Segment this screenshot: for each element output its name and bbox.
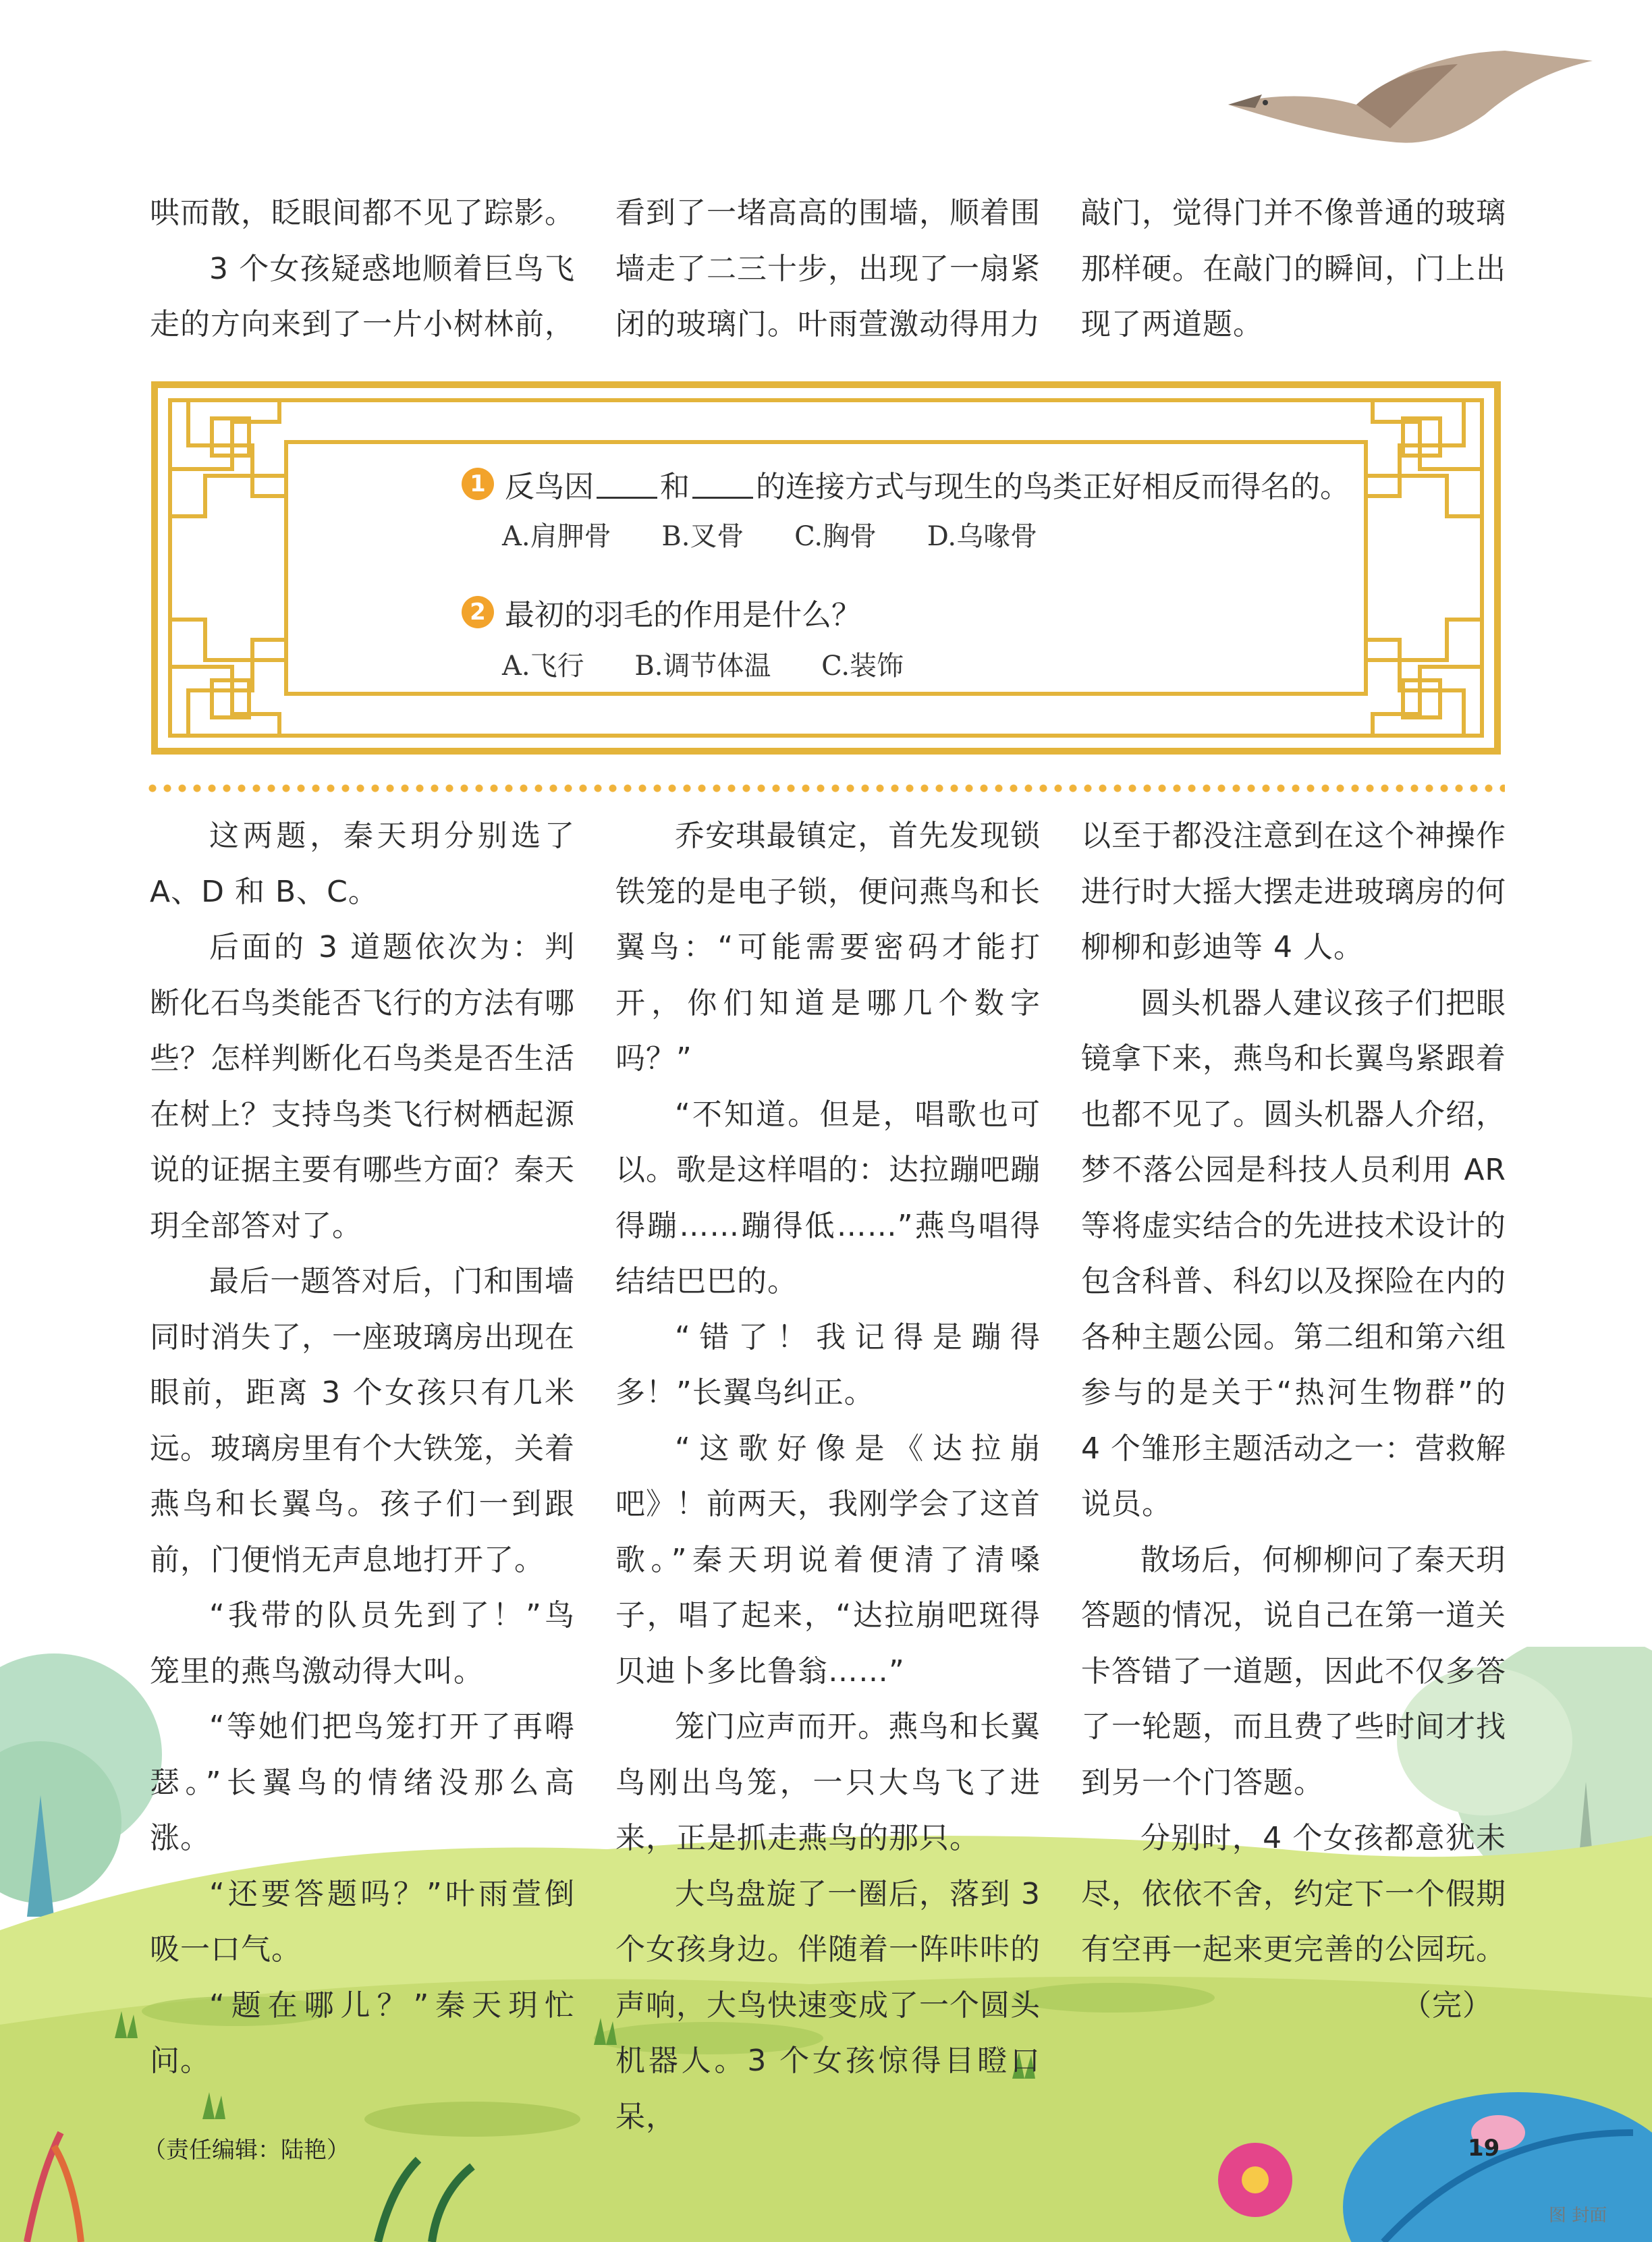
end-mark: （完） xyxy=(1402,1988,1493,2023)
paragraph: 以至于都没注意到在这个神操作进行时大摇大摆走进玻璃房的何柳柳和彭迪等 4 人。 xyxy=(1081,819,1506,964)
option: A.飞行 xyxy=(502,651,584,682)
dotted-divider xyxy=(145,784,1505,792)
paragraph: “错了！我记得是蹦得多！”长翼鸟纠正。 xyxy=(615,1319,1041,1410)
editor-credit: （责任编辑：陆艳） xyxy=(143,2137,350,2164)
paragraph: 后面的 3 道题依次为：判断化石鸟类能否飞行的方法有哪些？怎样判断化石鸟类是否生活在树上？支持鸟类飞行树栖起源说的证据主要有哪些方面？秦天玥全部答对了。 xyxy=(150,930,575,1243)
flying-bird-illustration xyxy=(1215,40,1620,175)
intro-column-1 xyxy=(150,186,575,353)
question-1-text-start: 反鸟因 xyxy=(505,470,594,504)
story-column-3 xyxy=(1081,809,1506,2033)
question-2 xyxy=(462,591,861,634)
intro-column-2 xyxy=(615,186,1041,353)
option: B.调节体温 xyxy=(634,651,771,682)
intro-column-3 xyxy=(1081,186,1506,353)
question-1-text-end: 的连接方式与现生的鸟类正好相反而得名的。 xyxy=(756,470,1350,504)
paragraph: 分别时，4 个女孩都意犹未尽，依依不舍，约定下一个假期有空再一起来更完善的公园玩。 xyxy=(1081,1821,1506,1967)
paragraph: 乔安琪最镇定，首先发现锁铁笼的是电子锁，便问燕鸟和长翼鸟：“可能需要密码才能打开，你们知道是哪几个数字吗？” xyxy=(615,819,1041,1076)
paragraph: “还要答题吗？”叶雨萱倒吸一口气。 xyxy=(150,1876,575,1967)
paragraph: “等她们把鸟笼打开了再嘚瑟。”长翼鸟的情绪没那么高涨。 xyxy=(150,1710,575,1855)
paragraph: 哄而散，眨眼间都不见了踪影。 xyxy=(150,196,575,230)
paragraph: 散场后，何柳柳问了秦天玥答题的情况，说自己在第一道关卡答错了一道题，因此不仅多答了一轮题，而且费了些时间才找到另一个门答题。 xyxy=(1081,1542,1506,1800)
paragraph: 最后一题答对后，门和围墙同时消失了，一座玻璃房出现在眼前，距离 3 个女孩只有几米远。玻璃房里有个大铁笼，关着燕鸟和长翼鸟。孩子们一到跟前，门便悄无声息地打开了。 xyxy=(150,1264,575,1577)
option: B.叉骨 xyxy=(661,521,744,552)
watermark: 图 封面 xyxy=(1549,2206,1607,2226)
quiz-frame xyxy=(151,381,1501,755)
answer-blank xyxy=(692,470,753,499)
question-number-badge: 1 xyxy=(462,468,494,500)
question-2-options xyxy=(502,645,945,683)
story-column-2 xyxy=(615,809,1041,2145)
paragraph: “题在哪儿？”秦天玥忙问。 xyxy=(150,1988,575,2078)
paragraph: 大鸟盘旋了一圈后，落到 3 个女孩身边。伴随着一阵咔咔的声响，大鸟快速变成了一个圆头机器人。3 个女孩惊得目瞪口呆， xyxy=(615,1876,1041,2134)
paragraph: 敲门，觉得门并不像普通的玻璃那样硬。在敲门的瞬间，门上出现了两道题。 xyxy=(1081,196,1506,341)
option: D.乌喙骨 xyxy=(927,521,1038,552)
paragraph: 这两题，秦天玥分别选了 A、D 和 B、C。 xyxy=(150,819,575,909)
lattice-frame-decoration xyxy=(151,381,1501,755)
question-2-text: 最初的羽毛的作用是什么？ xyxy=(505,598,861,632)
paragraph: 3 个女孩疑惑地顺着巨鸟飞走的方向来到了一片小树林前， xyxy=(150,251,575,341)
paragraph: 看到了一堵高高的围墙，顺着围墙走了二三十步，出现了一扇紧闭的玻璃门。叶雨萱激动得用力 xyxy=(615,196,1041,341)
paragraph: “不知道。但是，唱歌也可以。歌是这样唱的：达拉蹦吧蹦得蹦……蹦得低……”燕鸟唱得结结巴巴的。 xyxy=(615,1097,1041,1298)
question-1-text-mid: 和 xyxy=(660,470,690,504)
page-number: 19 xyxy=(1468,2135,1500,2162)
paragraph: 笼门应声而开。燕鸟和长翼鸟刚出鸟笼，一只大鸟飞了进来，正是抓走燕鸟的那只。 xyxy=(615,1710,1041,1855)
story-column-1 xyxy=(150,809,575,2089)
option: C.装饰 xyxy=(821,651,904,682)
question-1-options xyxy=(502,515,1079,553)
option: C.胸骨 xyxy=(794,521,877,552)
question-1 xyxy=(462,462,1350,505)
question-number-badge: 2 xyxy=(462,596,494,628)
paragraph: 圆头机器人建议孩子们把眼镜拿下来，燕鸟和长翼鸟紧跟着也都不见了。圆头机器人介绍，梦不落公园是科技人员利用 AR 等将虚实结合的先进技术设计的包含科普、科幻以及探险在内的各种主题公园。第二组和第六组参与的是关于“热河生物群”的 4 个雏形主题活动之一：营救解说员。 xyxy=(1081,985,1506,1521)
paragraph: “这歌好像是《达拉崩吧》！前两天，我刚学会了这首歌。”秦天玥说着便清了清嗓子，唱了起来，“达拉崩吧斑得贝迪卜多比鲁翁……” xyxy=(615,1431,1041,1689)
option: A.肩胛骨 xyxy=(502,521,611,552)
answer-blank xyxy=(597,470,657,499)
paragraph: “我带的队员先到了！”鸟笼里的燕鸟激动得大叫。 xyxy=(150,1598,575,1689)
